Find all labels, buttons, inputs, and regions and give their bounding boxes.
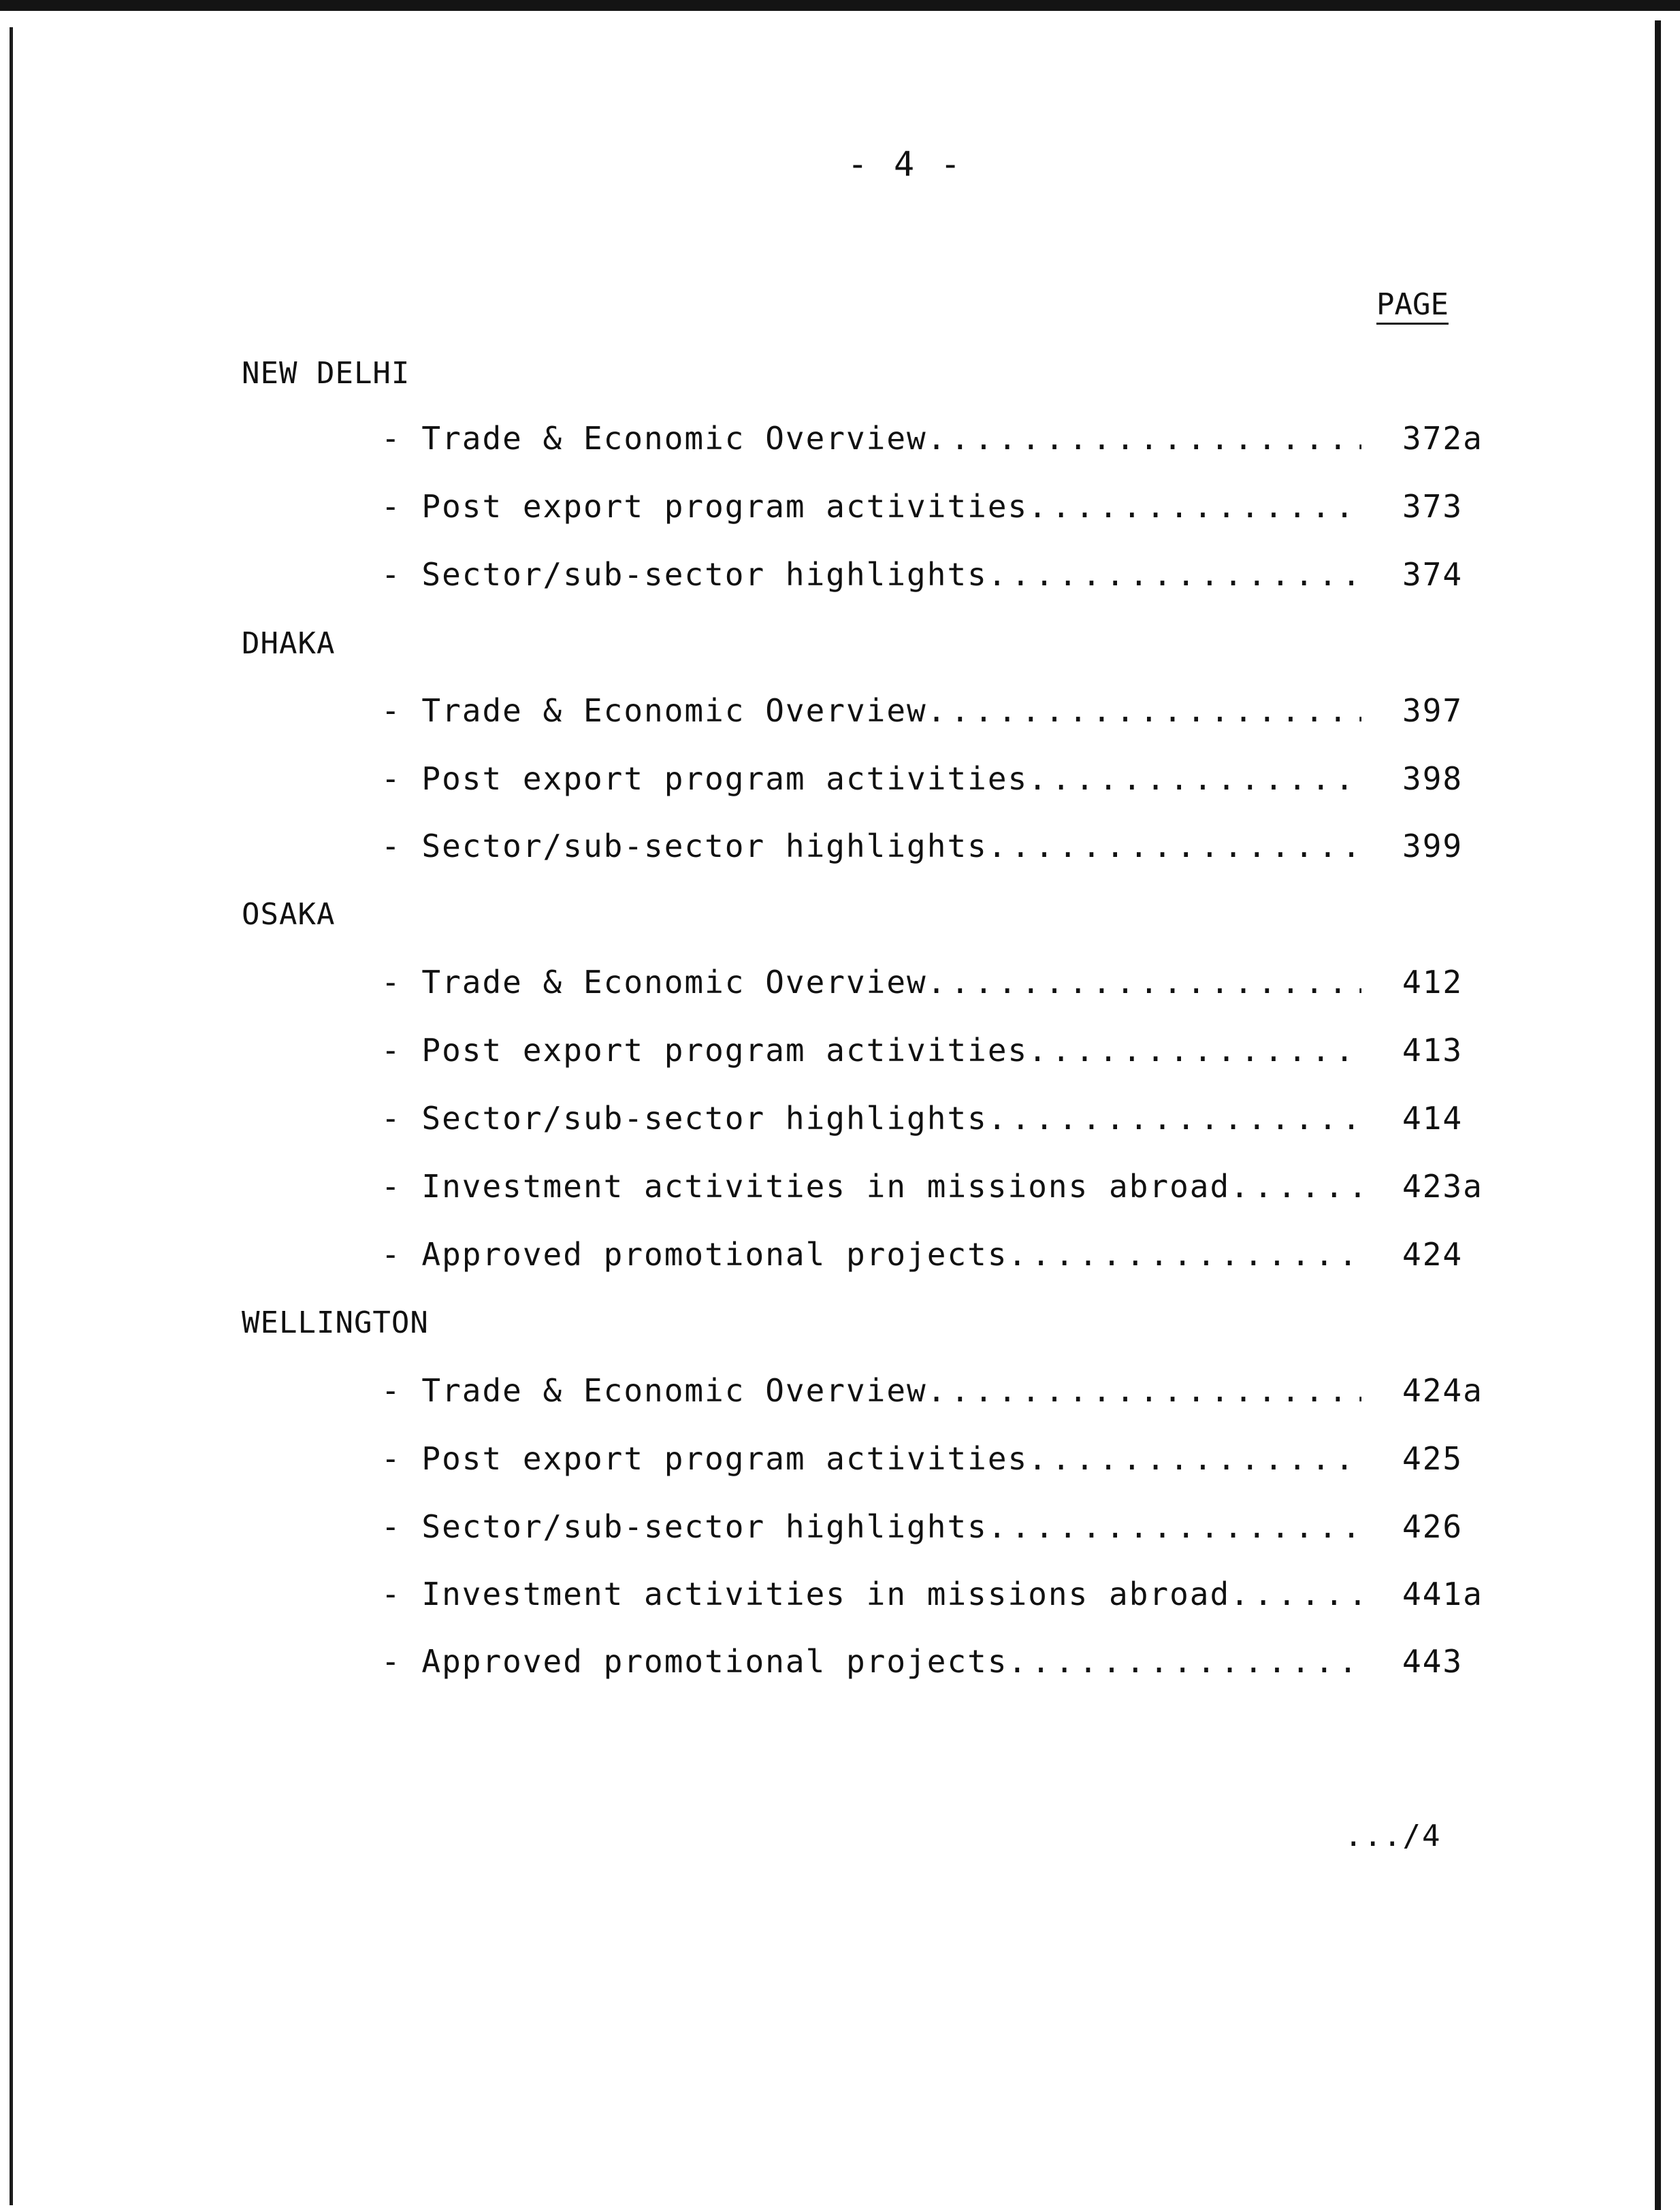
dot-leader: [988, 1508, 1361, 1545]
dot-leader: [988, 556, 1361, 593]
dot-leader: [1008, 1236, 1361, 1273]
toc-entry: [381, 1576, 1498, 1612]
toc-entry: [381, 1440, 1498, 1477]
entry-label: - Post export program activities: [381, 760, 1029, 797]
entry-label: - Post export program activities: [381, 488, 1029, 525]
entry-page: 374: [1402, 556, 1464, 593]
entry-label: - Approved promotional projects: [381, 1236, 1008, 1273]
section-title-new-delhi: NEW DELHI: [242, 356, 410, 391]
entry-label: - Sector/sub-sector highlights: [381, 1100, 988, 1137]
entry-label: - Trade & Economic Overview: [381, 692, 927, 729]
entry-page: 424a: [1402, 1372, 1483, 1409]
entry-page: 398: [1402, 760, 1464, 797]
continuation-marker: .../4: [1344, 1819, 1442, 1853]
section-title-dhaka: DHAKA: [242, 626, 336, 661]
entry-label: - Sector/sub-sector highlights: [381, 1508, 988, 1545]
dot-leader: [1028, 1032, 1361, 1069]
entry-label: - Sector/sub-sector highlights: [381, 828, 988, 864]
entry-label: - Post export program activities: [381, 1032, 1029, 1069]
entry-label: - Post export program activities: [381, 1440, 1029, 1477]
toc-entry: [381, 760, 1498, 797]
entry-label: - Sector/sub-sector highlights: [381, 556, 988, 593]
dot-leader: [927, 1372, 1361, 1409]
dot-leader: [927, 964, 1361, 1001]
entry-page: 399: [1402, 828, 1464, 864]
dot-leader: [1028, 760, 1361, 797]
entry-page: 372a: [1402, 420, 1483, 457]
entry-page: 441a: [1402, 1576, 1483, 1612]
toc-entry: [381, 1508, 1498, 1545]
page-number: - 4 -: [847, 144, 964, 184]
dot-leader: [1008, 1643, 1361, 1680]
entry-label: - Trade & Economic Overview: [381, 964, 927, 1001]
entry-page: 412: [1402, 964, 1464, 1001]
entry-page: 413: [1402, 1032, 1464, 1069]
toc-entry: [381, 964, 1498, 1001]
toc-entry: [381, 556, 1498, 593]
toc-entry: [381, 488, 1498, 525]
entry-page: 373: [1402, 488, 1464, 525]
entry-label: - Trade & Economic Overview: [381, 1372, 927, 1409]
dot-leader: [1230, 1576, 1361, 1612]
dot-leader: [927, 420, 1361, 457]
dot-leader: [988, 1100, 1361, 1137]
entry-page: 414: [1402, 1100, 1464, 1137]
toc-entry: [381, 1168, 1498, 1205]
scan-border-top: [0, 0, 1680, 11]
scan-border-right: [1655, 20, 1661, 2210]
dot-leader: [1028, 1440, 1361, 1477]
scan-border-left: [10, 27, 13, 2205]
entry-label: - Investment activities in missions abroad: [381, 1168, 1231, 1205]
dot-leader: [1230, 1168, 1361, 1205]
toc-entry: [381, 1236, 1498, 1273]
toc-entry: [381, 1372, 1498, 1409]
toc-entry: [381, 828, 1498, 864]
toc-entry: [381, 1032, 1498, 1069]
toc-entry: [381, 1100, 1498, 1137]
section-title-wellington: WELLINGTON: [242, 1305, 429, 1340]
page-column-heading: PAGE: [1376, 287, 1449, 322]
dot-leader: [927, 692, 1361, 729]
toc-entry: [381, 692, 1498, 729]
entry-label: - Investment activities in missions abroad: [381, 1576, 1231, 1612]
section-title-osaka: OSAKA: [242, 897, 336, 932]
dot-leader: [988, 828, 1361, 864]
entry-page: 423a: [1402, 1168, 1483, 1205]
toc-entry: [381, 1643, 1498, 1680]
entry-page: 426: [1402, 1508, 1464, 1545]
toc-entry: [381, 420, 1498, 457]
entry-page: 424: [1402, 1236, 1464, 1273]
entry-page: 425: [1402, 1440, 1464, 1477]
entry-page: 397: [1402, 692, 1464, 729]
dot-leader: [1028, 488, 1361, 525]
entry-label: - Approved promotional projects: [381, 1643, 1008, 1680]
entry-label: - Trade & Economic Overview: [381, 420, 927, 457]
entry-page: 443: [1402, 1643, 1464, 1680]
